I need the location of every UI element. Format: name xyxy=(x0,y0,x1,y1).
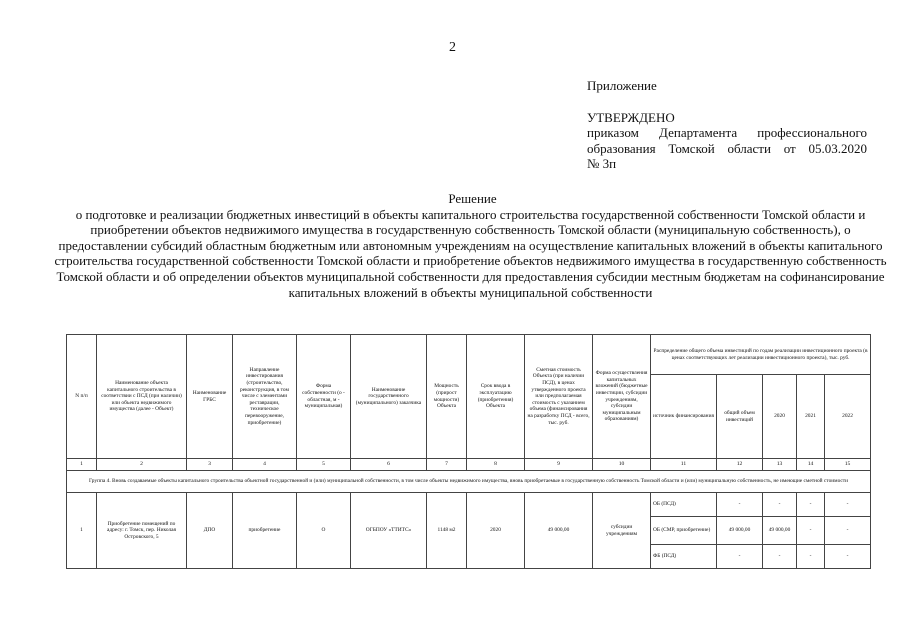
source-cell: ОБ (СМР, приобретение) xyxy=(651,517,717,545)
group-row xyxy=(67,471,871,493)
y2021-cell: - xyxy=(797,545,825,569)
header-cell: Наименование ГРБС xyxy=(187,335,233,459)
approved-label: УТВЕРЖДЕНО xyxy=(587,109,675,125)
direction-cell: приобретение xyxy=(233,493,297,569)
header-cell: Форма собственности (о - областная, м - муниципальная) xyxy=(297,335,351,459)
order-line-3: № 3п xyxy=(587,156,617,171)
object-name: Приобретение помещений по адресу: г. Томск, пер. Николая Островского, 5 xyxy=(97,493,187,569)
column-number: 14 xyxy=(797,459,825,471)
source-cell: ФБ (ПСД) xyxy=(651,545,717,569)
column-number: 4 xyxy=(233,459,297,471)
grbs-cell: ДПО xyxy=(187,493,233,569)
header-cell: Форма осуществления капитальных вложений (бюджетные инвестиции, субсидии учреждениям, субсидии муниципальным образованиям) xyxy=(593,335,651,459)
header-cell: Направление инвестирования (строительство, реконструкция, в том числе с элементами реставрации, техническое перевооружение, приобретение) xyxy=(233,335,297,459)
total-cell: - xyxy=(717,545,763,569)
y2022-cell: - xyxy=(825,545,871,569)
column-number: 7 xyxy=(427,459,467,471)
term-cell: 2020 xyxy=(467,493,525,569)
y2020-cell: 49 000,00 xyxy=(763,517,797,545)
header-cell: 2020 xyxy=(763,375,797,459)
header-cell: 2022 xyxy=(825,375,871,459)
header-cell: N п/п xyxy=(67,335,97,459)
decision-text: о подготовке и реализации бюджетных инвестиций в объекты капитального строительства государственной собственности Томской области и приобретении объектов недвижимого имущества в государственную собственность Томской области (муниципальную собственность), о предоставлении субсидий областным бюджетным или автономным учреждениям на осуществление капитальных вложений в объекты капитального строительства государственной собственности Томской области и приобретение объектов недвижимого имущества в государственную собственность Томской области и об определении объектов муниципальной собственности для предоставления субсидии местным бюджетам на софинансирование капитальных вложений в объекты муниципальной собственности xyxy=(54,206,887,300)
header-cell: Распределение общего объема инвестиций по годам реализации инвестиционного проекта (в ценах соответствующих лет реализации инвестиционного проекта), тыс. руб. xyxy=(651,335,871,375)
order-line-2: образования Томской области от 05.03.2020 xyxy=(587,140,867,156)
header-cell: Сметная стоимость Объекта (при наличии ПСД), в ценах утвержденного проекта или предполагаемая стоимость с указанием объема (финансирования на разработку ПСД - всего, тыс. руб. xyxy=(525,335,593,459)
approval-block xyxy=(587,78,867,172)
decision-block xyxy=(40,191,905,300)
table-header-row xyxy=(67,335,871,375)
column-number: 3 xyxy=(187,459,233,471)
header-cell: общий объем инвестиций xyxy=(717,375,763,459)
y2020-cell: - xyxy=(763,545,797,569)
cost-cell: 49 000,00 xyxy=(525,493,593,569)
customer-cell: ОГБПОУ «ТТИТС» xyxy=(351,493,427,569)
ownership-cell: О xyxy=(297,493,351,569)
column-number: 12 xyxy=(717,459,763,471)
column-number-row xyxy=(67,459,871,471)
column-number: 2 xyxy=(97,459,187,471)
y2021-cell: - xyxy=(797,493,825,517)
header-cell: Наименование объекта капитального строительства в соответствии с ПСД (при наличии) или объекта недвижимого имущества (далее - Объект) xyxy=(97,335,187,459)
total-cell: 49 000,00 xyxy=(717,517,763,545)
header-cell: Наименование государственного (муниципального) заказчика xyxy=(351,335,427,459)
header-cell: 2021 xyxy=(797,375,825,459)
y2020-cell: - xyxy=(763,493,797,517)
column-number: 6 xyxy=(351,459,427,471)
header-cell: Срок ввода в эксплуатацию (приобретения) Объекта xyxy=(467,335,525,459)
column-number: 11 xyxy=(651,459,717,471)
header-cell: источник финансирования xyxy=(651,375,717,459)
page-number: 2 xyxy=(449,40,456,55)
y2021-cell: - xyxy=(797,517,825,545)
y2022-cell: - xyxy=(825,517,871,545)
column-number: 10 xyxy=(593,459,651,471)
column-number: 1 xyxy=(67,459,97,471)
row-number: 1 xyxy=(67,493,97,569)
form-cell: субсидии учреждениям xyxy=(593,493,651,569)
capacity-cell: 1148 м2 xyxy=(427,493,467,569)
investment-table xyxy=(66,334,871,569)
order-line-1: приказом Департамента профессионального xyxy=(587,125,867,140)
source-cell: ОБ (ПСД) xyxy=(651,493,717,517)
y2022-cell: - xyxy=(825,493,871,517)
column-number: 8 xyxy=(467,459,525,471)
column-number: 5 xyxy=(297,459,351,471)
header-cell: Мощность (прирост мощности) Объекта xyxy=(427,335,467,459)
column-number: 15 xyxy=(825,459,871,471)
appendix-title: Приложение xyxy=(587,78,657,93)
column-number: 13 xyxy=(763,459,797,471)
column-number: 9 xyxy=(525,459,593,471)
decision-title: Решение xyxy=(448,191,497,206)
group-text: Группа 4. Вновь создаваемые объекты капитального строительства объектной государственной и (или) муниципальной собственности, в том числе объекты недвижимого имущества, вновь приобретаемые в государственную собственность Томской области и (или) муниципальную собственность, не имеющие сметной стоимости xyxy=(67,471,871,493)
total-cell: - xyxy=(717,493,763,517)
table-row xyxy=(67,493,871,517)
